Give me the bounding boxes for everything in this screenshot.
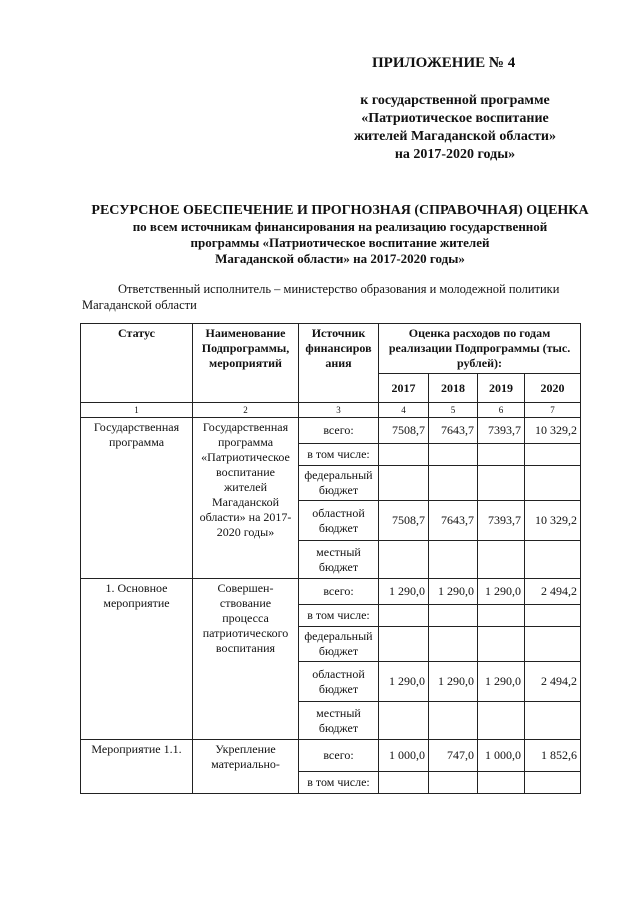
value-cell: 2 494,2 — [525, 662, 581, 702]
heading-line: Магаданской области» на 2017-2020 годы» — [215, 251, 465, 266]
value-cell: 7393,7 — [478, 418, 525, 444]
value-cell — [379, 702, 429, 740]
status-cell: 1. Основное мероприятие — [81, 579, 193, 740]
source-cell: в том числе: — [299, 444, 379, 466]
header-status: Статус — [81, 324, 193, 403]
value-cell — [429, 702, 478, 740]
source-cell: областной бюджет — [299, 501, 379, 541]
document-heading — [70, 203, 610, 267]
value-cell — [379, 627, 429, 662]
header-year: 2017 — [379, 374, 429, 403]
value-cell: 7508,7 — [379, 501, 429, 541]
source-cell: всего: — [299, 579, 379, 605]
value-cell: 1 290,0 — [429, 579, 478, 605]
header-estimate: Оценка расходов по годам реализации Подпрограммы (тыс. рублей): — [379, 324, 581, 374]
name-cell: Государственная программа «Патриотическое воспитание жителей Магаданской области» на 2017-2020 годы» — [193, 418, 299, 579]
value-cell — [478, 772, 525, 794]
source-cell: федеральный бюджет — [299, 627, 379, 662]
column-number: 1 — [81, 403, 193, 418]
appendix-subtitle — [330, 92, 580, 164]
value-cell: 1 290,0 — [478, 579, 525, 605]
appendix-line: жителей Магаданской области» — [354, 129, 556, 144]
source-cell: местный бюджет — [299, 541, 379, 579]
value-cell — [478, 466, 525, 501]
value-cell — [478, 605, 525, 627]
source-cell: областной бюджет — [299, 662, 379, 702]
header-year: 2020 — [525, 374, 581, 403]
header-name: Наименование Подпрограммы, мероприятий — [193, 324, 299, 403]
source-cell: местный бюджет — [299, 702, 379, 740]
value-cell: 1 000,0 — [379, 740, 429, 772]
value-cell — [429, 541, 478, 579]
source-cell: всего: — [299, 418, 379, 444]
column-number: 6 — [478, 403, 525, 418]
value-cell — [379, 466, 429, 501]
column-number: 7 — [525, 403, 581, 418]
value-cell — [429, 605, 478, 627]
value-cell — [525, 605, 581, 627]
source-cell: в том числе: — [299, 605, 379, 627]
value-cell — [478, 444, 525, 466]
appendix-line: к государственной программе — [360, 93, 550, 108]
value-cell: 1 290,0 — [379, 662, 429, 702]
source-cell: всего: — [299, 740, 379, 772]
value-cell — [429, 627, 478, 662]
value-cell — [525, 444, 581, 466]
heading-line: программы «Патриотическое воспитание жителей — [190, 235, 490, 250]
name-cell: Совершен-ствование процесса патриотического воспитания — [193, 579, 299, 740]
value-cell — [379, 605, 429, 627]
status-cell: Государственная программа — [81, 418, 193, 579]
table-row — [81, 418, 581, 444]
value-cell: 1 290,0 — [478, 662, 525, 702]
value-cell — [525, 772, 581, 794]
heading-line: по всем источникам финансирования на реализацию государственной — [132, 219, 548, 234]
column-number: 4 — [379, 403, 429, 418]
value-cell — [525, 627, 581, 662]
value-cell — [478, 702, 525, 740]
column-number: 3 — [299, 403, 379, 418]
value-cell: 10 329,2 — [525, 501, 581, 541]
heading-line: РЕСУРСНОЕ ОБЕСПЕЧЕНИЕ И ПРОГНОЗНАЯ (СПРАВОЧНАЯ) ОЦЕНКА — [91, 203, 589, 218]
value-cell — [379, 772, 429, 794]
value-cell: 747,0 — [429, 740, 478, 772]
value-cell: 1 000,0 — [478, 740, 525, 772]
value-cell — [429, 466, 478, 501]
value-cell: 1 290,0 — [429, 662, 478, 702]
value-cell — [379, 541, 429, 579]
value-cell — [478, 627, 525, 662]
column-number: 5 — [429, 403, 478, 418]
header-year: 2019 — [478, 374, 525, 403]
value-cell — [429, 772, 478, 794]
appendix-title: ПРИЛОЖЕНИЕ № 4 — [372, 55, 516, 71]
value-cell: 1 852,6 — [525, 740, 581, 772]
value-cell: 7393,7 — [478, 501, 525, 541]
value-cell: 7508,7 — [379, 418, 429, 444]
value-cell — [379, 444, 429, 466]
value-cell: 10 329,2 — [525, 418, 581, 444]
appendix-line: «Патриотическое воспитание — [361, 111, 549, 126]
value-cell: 7643,7 — [429, 418, 478, 444]
financing-table — [80, 323, 581, 794]
value-cell — [525, 702, 581, 740]
source-cell: федеральный бюджет — [299, 466, 379, 501]
value-cell — [478, 541, 525, 579]
table-row — [81, 579, 581, 605]
header-year: 2018 — [429, 374, 478, 403]
value-cell: 2 494,2 — [525, 579, 581, 605]
value-cell: 1 290,0 — [379, 579, 429, 605]
value-cell — [525, 466, 581, 501]
value-cell — [525, 541, 581, 579]
name-cell: Укрепление материально- — [193, 740, 299, 794]
status-cell: Мероприятие 1.1. — [81, 740, 193, 794]
value-cell — [429, 444, 478, 466]
value-cell: 7643,7 — [429, 501, 478, 541]
responsible-executor: Ответственный исполнитель – министерство образования и молодежной политики Магаданской области — [82, 282, 560, 312]
header-source: Источник финансиров ания — [299, 324, 379, 403]
appendix-line: на 2017-2020 годы» — [394, 147, 516, 162]
table-row — [81, 740, 581, 772]
source-cell: в том числе: — [299, 772, 379, 794]
column-number: 2 — [193, 403, 299, 418]
